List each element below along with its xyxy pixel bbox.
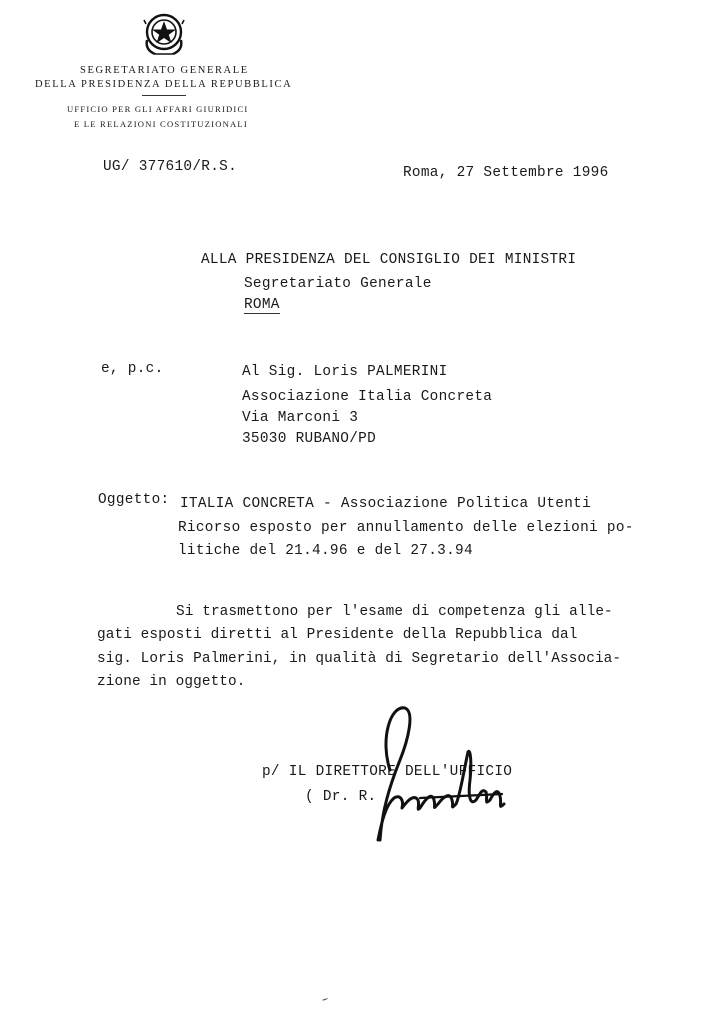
recipient-line1: ALLA PRESIDENZA DEL CONSIGLIO DEI MINISTRI [201, 252, 577, 268]
signature-line1: p/ IL DIRETTORE DELL'UFFICIO [262, 764, 513, 780]
subject-label: Oggetto: [98, 492, 170, 508]
recipient-line2: Segretariato Generale [244, 276, 432, 292]
cc-line3: Via Marconi 3 [242, 410, 359, 426]
body-line3: sig. Loris Palmerini, in qualità di Segretario dell'Associa- [97, 651, 622, 667]
place-date: Roma, 27 Settembre 1996 [403, 165, 609, 181]
scan-mark [321, 995, 327, 1000]
protocol-number: UG/ 377610/R.S. [103, 159, 238, 175]
recipient-line3: ROMA [244, 297, 280, 313]
office-line2: E LE RELAZIONI COSTITUZIONALI [74, 119, 248, 129]
body-line4: zione in oggetto. [97, 674, 246, 690]
body-line1: Si trasmettono per l'esame di competenza gli alle- [176, 604, 613, 620]
cc-label: e, p.c. [101, 361, 164, 377]
letterhead-line2: DELLA PRESIDENZA DELLA REPUBBLICA [35, 79, 293, 90]
italian-emblem-icon [141, 10, 187, 58]
cc-line2: Associazione Italia Concreta [242, 389, 493, 405]
letterhead-line1: SEGRETARIATO GENERALE [80, 65, 249, 76]
subject-line3: litiche del 21.4.96 e del 27.3.94 [178, 543, 473, 559]
body-line2: gati esposti diretti al Presidente della Repubblica dal [97, 627, 578, 643]
letterhead-divider [142, 95, 186, 96]
cc-line1: Al Sig. Loris PALMERINI [242, 364, 448, 380]
subject-line2: Ricorso esposto per annullamento delle elezioni po- [178, 520, 634, 536]
cc-line4: 35030 RUBANO/PD [242, 431, 377, 447]
subject-line1: ITALIA CONCRETA - Associazione Politica Utenti [180, 496, 592, 512]
office-line1: UFFICIO PER GLI AFFARI GIURIDICI [67, 104, 249, 114]
signature-line2: ( Dr. R. [305, 789, 377, 805]
handwritten-signature [360, 700, 510, 845]
